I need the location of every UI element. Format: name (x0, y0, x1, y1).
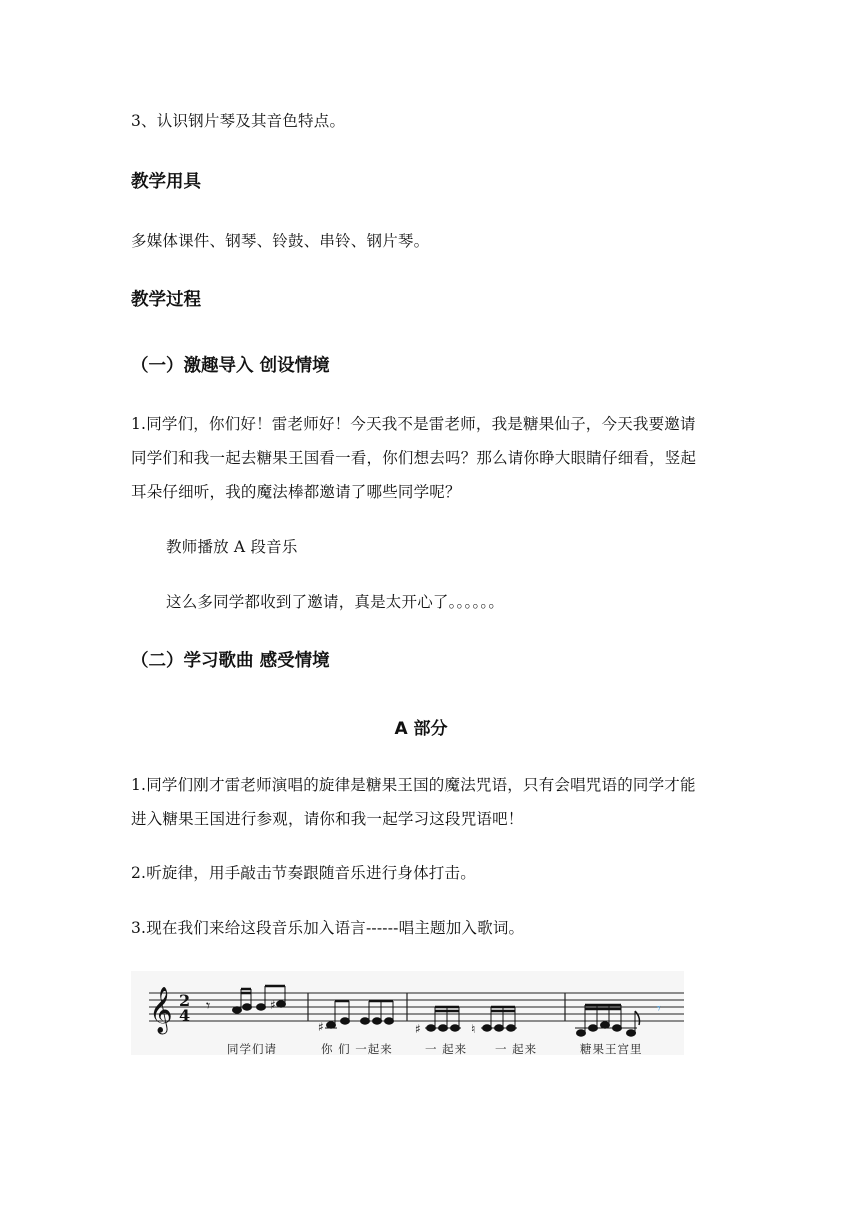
para1-line2: 同学们和我一起去糖果王国看一看，你们想去吗？那么请你睁大眼睛仔细看，竖起 (131, 449, 697, 467)
lyric-4: 一 起来 (495, 1042, 538, 1056)
lyric-2: 你 们 一起来 (321, 1042, 393, 1056)
tools-text: 多媒体课件、钢琴、铃鼓、串铃、钢片琴。 (131, 232, 430, 250)
sharp-icon: ♯ (270, 998, 276, 1012)
lyric-5: 糖果王宫里 (580, 1042, 643, 1056)
staff-lines (149, 993, 684, 1021)
para1-line1: 1.同学们，你们好！雷老师好！今天我不是雷老师，我是糖果仙子，今天我要邀请 (131, 415, 696, 433)
para4-text: 3.现在我们来给这段音乐加入语言------唱主题加入歌词。 (131, 919, 525, 937)
treble-clef-icon: 𝄞 (149, 987, 173, 1033)
tools-heading: 教学用具 (131, 172, 201, 192)
process-heading: 教学过程 (131, 290, 201, 310)
time-signature-top: 2 (179, 991, 191, 1010)
section1-heading: （一）激趣导入 创设情境 (131, 356, 330, 376)
goal-3-text: 3、认识钢片琴及其音色特点。 (131, 112, 346, 130)
natural-icon: ♮ (471, 1022, 476, 1036)
eighth-rest-icon: 𝄾 (206, 996, 211, 1015)
para2-line2: 进入糖果王国进行参观，请你和我一起学习这段咒语吧！ (131, 810, 524, 828)
blue-eighth-rest-icon: 𝄾 (657, 1001, 661, 1017)
lyric-1: 同学们请 (227, 1042, 277, 1056)
music-score (131, 971, 684, 1055)
measure-2-notes (325, 1001, 394, 1028)
sharp-icon: ♯ (415, 1022, 421, 1036)
time-signature-bottom: 4 (179, 1006, 191, 1025)
lyric-3: 一 起来 (425, 1042, 468, 1056)
sharp-icon: ♯ (318, 1020, 324, 1034)
section2-heading: （二）学习歌曲 感受情境 (131, 651, 330, 671)
para1-line3: 耳朵仔细听，我的魔法棒都邀请了哪些同学呢？ (131, 483, 461, 501)
part-a-heading: A 部分 (394, 719, 448, 739)
play-music-text: 教师播放 A 段音乐 (166, 538, 298, 556)
so-happy-text: 这么多同学都收到了邀请，真是太开心了。。。。。。 (166, 593, 505, 611)
para2-line1: 1.同学们刚才雷老师演唱的旋律是糖果王国的魔法咒语，只有会唱咒语的同学才能 (131, 776, 696, 794)
para3-text: 2.听旋律，用手敲击节奏跟随音乐进行身体打击。 (131, 864, 476, 882)
